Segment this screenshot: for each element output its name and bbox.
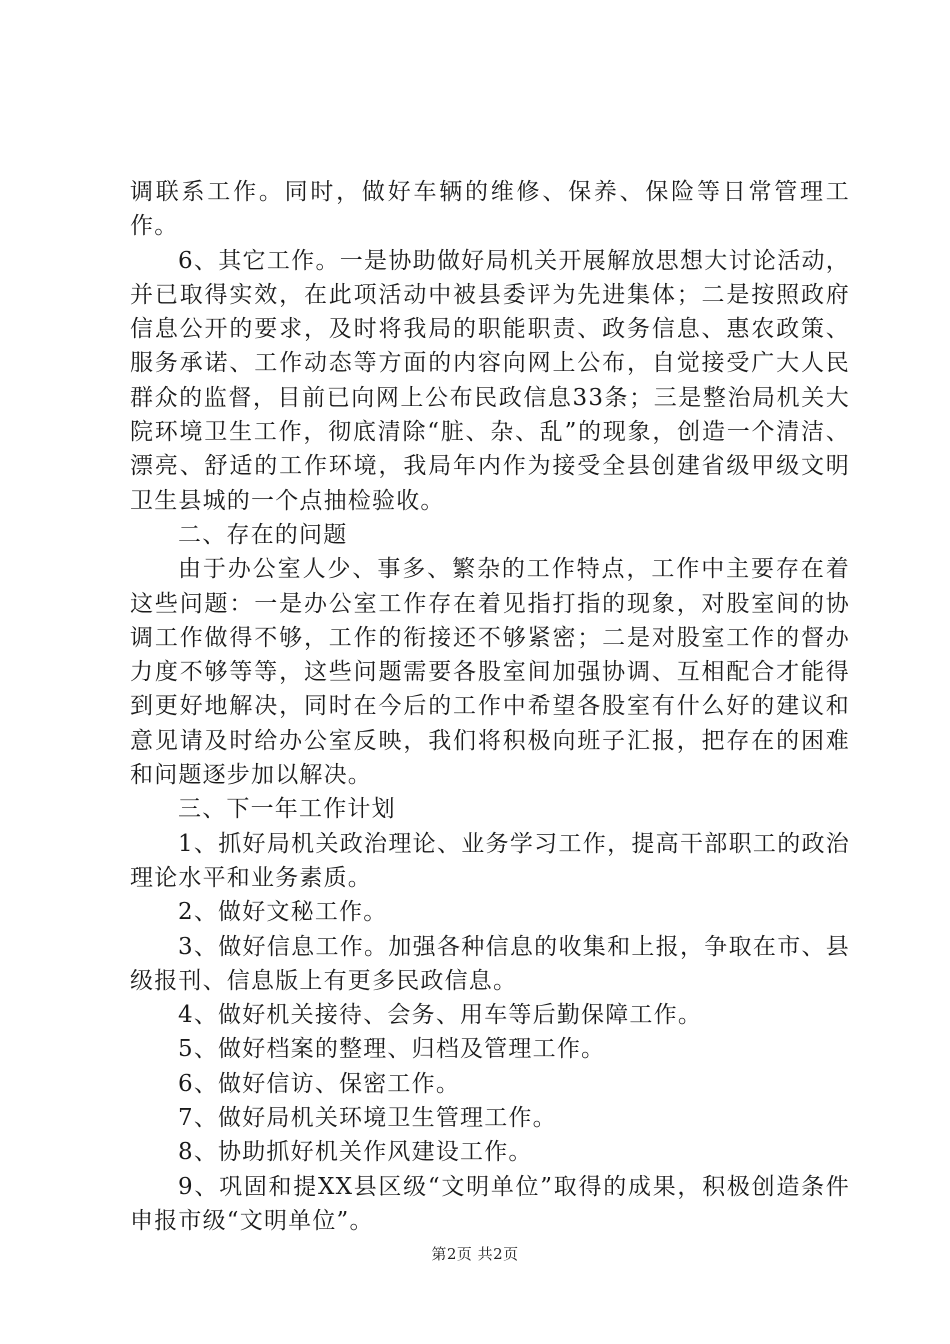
plan-item-3: 3、做好信息工作。加强各种信息的收集和上报，争取在市、县级报刊、信息版上有更多民政信息。 <box>130 933 850 994</box>
plan-item-7: 7、做好局机关环境卫生管理工作。 <box>178 1105 557 1132</box>
document-body <box>130 175 850 1238</box>
plan-item-4: 4、做好机关接待、会务、用车等后勤保障工作。 <box>178 1002 703 1029</box>
section-heading-plan: 三、下一年工作计划 <box>178 796 396 823</box>
paragraph-problems: 由于办公室人少、事多、繁杂的工作特点，工作中主要存在着这些问题：一是办公室工作存在着见指打指的现象，对股室间的协调工作做得不够，工作的衔接还不够紧密；二是对股室工作的督办力度不够等等，这些问题需要各股室间加强协调、互相配合才能得到更好地解决，同时在今后的工作中希望各股室有什么好的建议和意见请及时给办公室反映，我们将积极向班子汇报，把存在的困难和问题逐步加以解决。 <box>130 556 850 789</box>
paragraph-other-work: 6、其它工作。一是协助做好局机关开展解放思想大讨论活动，并已取得实效，在此项活动中被县委评为先进集体；二是按照政府信息公开的要求，及时将我局的职能职责、政务信息、惠农政策、服务承诺、工作动态等方面的内容向网上公布，自觉接受广大人民群众的监督，目前已向网上公布民政信息33条；三是整治局机关大院环境卫生工作，彻底清除“脏、杂、乱”的现象，创造一个清洁、漂亮、舒适的工作环境，我局年内作为接受全县创建省级甲级文明卫生县城的一个点抽检验收。 <box>130 247 850 514</box>
plan-item-2: 2、做好文秘工作。 <box>178 899 388 926</box>
plan-item-9: 9、巩固和提XX县区级“文明单位”取得的成果，积极创造条件申报市级“文明单位”。 <box>130 1173 850 1234</box>
plan-item-5: 5、做好档案的整理、归档及管理工作。 <box>178 1036 606 1063</box>
section-heading-problems: 二、存在的问题 <box>178 521 348 548</box>
paragraph-continuation: 调联系工作。同时，做好车辆的维修、保养、保险等日常管理工作。 <box>130 179 850 240</box>
plan-item-6: 6、做好信访、保密工作。 <box>178 1070 461 1097</box>
page-number-footer: 第2页 共2页 <box>431 1245 519 1263</box>
plan-item-1: 1、抓好局机关政治理论、业务学习工作，提高干部职工的政治理论水平和业务素质。 <box>130 830 850 891</box>
plan-item-8: 8、协助抓好机关作风建设工作。 <box>178 1139 533 1166</box>
